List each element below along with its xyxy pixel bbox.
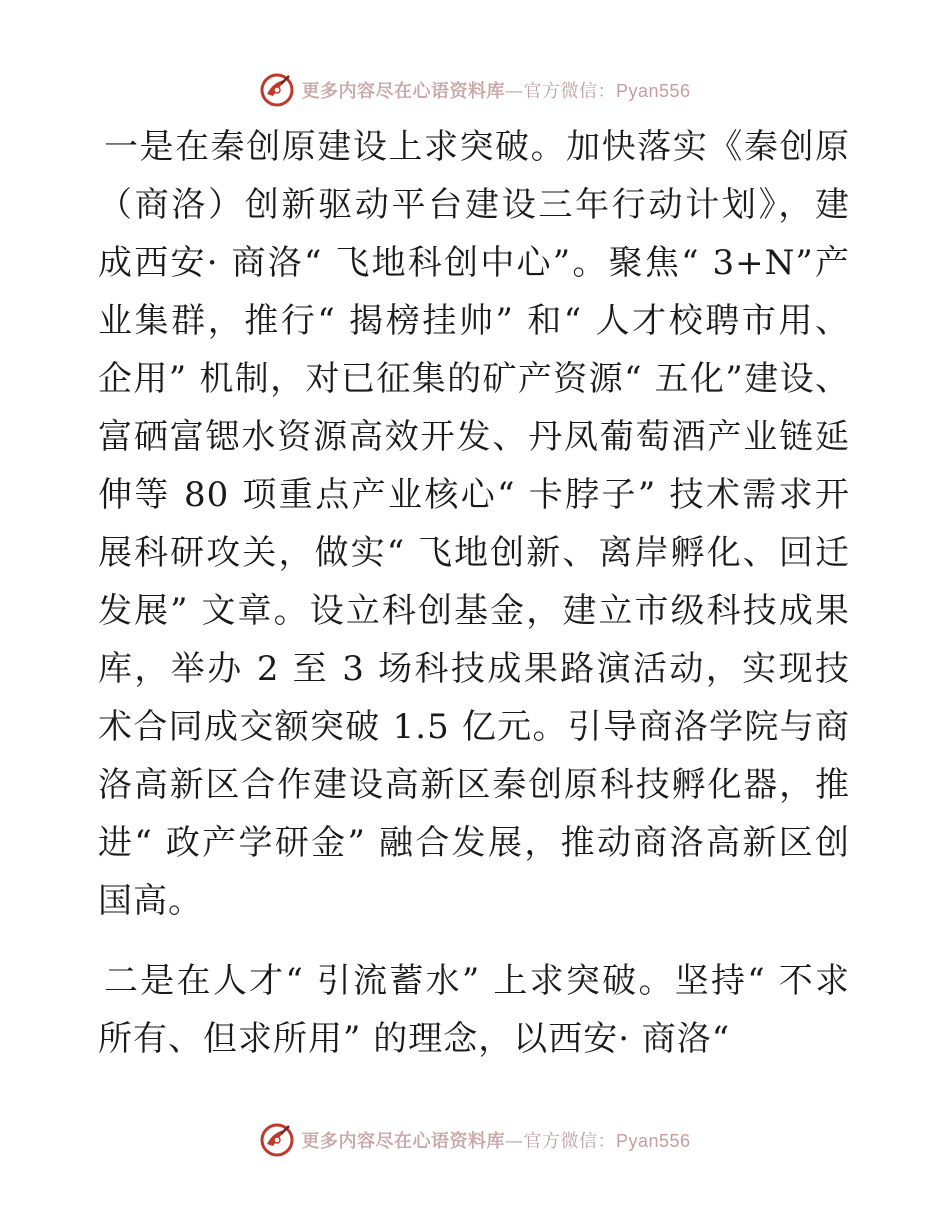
paragraph-2: 二是在人才“ 引流蓄水” 上求突破。坚持“ 不求所有、但求所用” 的理念，以西安· 商洛“ <box>98 961 850 1059</box>
watermark-dash: — <box>504 81 524 102</box>
footer-watermark-text <box>301 1127 690 1153</box>
header-watermark-text <box>301 77 690 103</box>
paragraph-1: 一是在秦创原建设上求突破。加快落实《秦创原（商洛）创新驱动平台建设三年行动计划》，建成西安· 商洛“ 飞地科创中心”。聚焦“ 3+N”产业集群，推行“ 揭榜挂帅” 和“ 人才校聘市用、企用” 机制，对已征集的矿产资源“ 五化”建设、富硒富锶水资源高效开发、丹凤葡萄酒产业链延伸等 80 项重点产业核心“ 卡脖子” 技术需求开展科研攻关，做实“ 飞地创新、离岸孵化、回迁发展” 文章。设立科创基金，建立市级科技成果库，举办 2 至 3 场科技成果路演活动，实现技术合同成交额突破 1.5 亿元。引导商洛学院与商洛高新区合作建设高新区秦创原科技孵化器，推进“ 政产学研金” 融合发展，推动商洛高新区创国高。 <box>98 127 850 921</box>
header-watermark-banner <box>0 70 950 110</box>
watermark-main-text: 更多内容尽在心语资料库 <box>301 81 505 102</box>
watermark-wechat-label: 官方微信： <box>523 81 616 102</box>
watermark-wechat-id: Pyan556 <box>615 1131 691 1151</box>
watermark-main-text: 更多内容尽在心语资料库 <box>301 1131 505 1152</box>
watermark-dash: — <box>504 1131 524 1152</box>
logo-icon <box>259 72 295 108</box>
document-body <box>98 118 850 1068</box>
footer-watermark-banner <box>0 1120 950 1160</box>
watermark-wechat-id: Pyan556 <box>615 81 691 101</box>
logo-icon <box>259 1122 295 1158</box>
watermark-wechat-label: 官方微信： <box>523 1131 616 1152</box>
